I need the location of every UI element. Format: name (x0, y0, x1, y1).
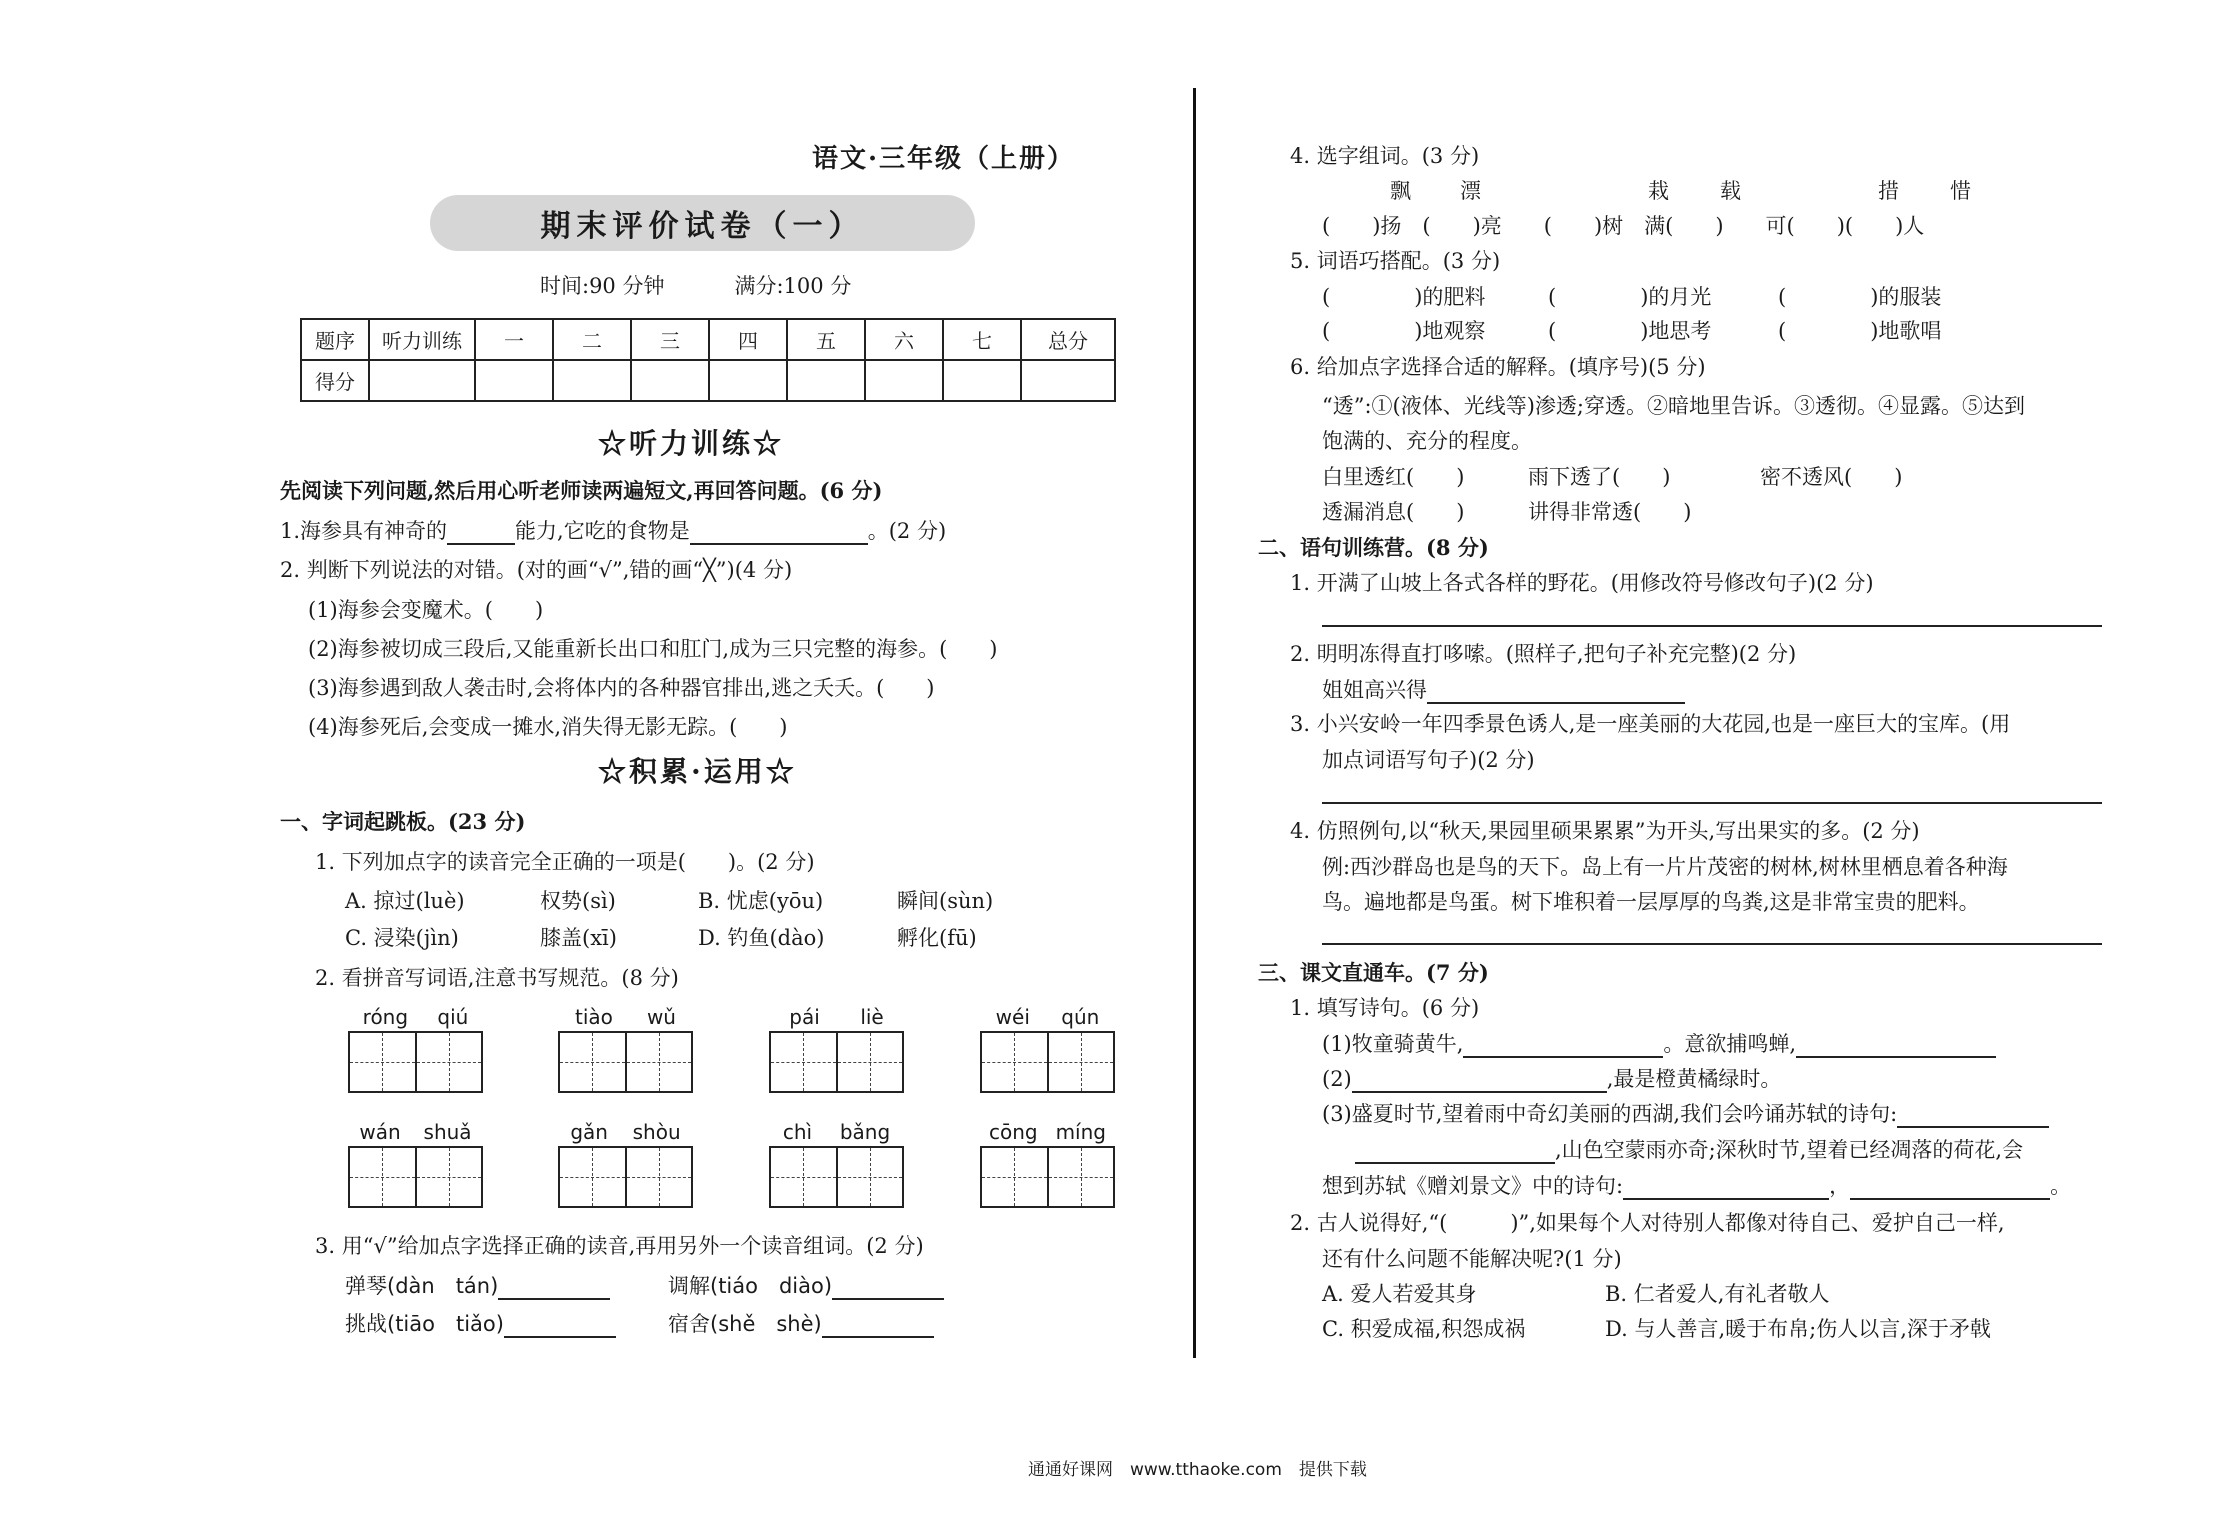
score-input[interactable] (369, 360, 475, 401)
q5-item[interactable]: ( )地观察 (1322, 319, 1486, 343)
text-q2-cont: 还有什么问题不能解决呢?(1 分) (1322, 1247, 1622, 1271)
sentence-q2-stem (1322, 674, 1685, 704)
score-cell: 五 (787, 319, 865, 360)
exam-time: 时间:90 分钟 (540, 274, 665, 298)
text-q1: 1. 填写诗句。(6 分) (1290, 996, 1480, 1020)
pinyin-syllable: tiào (575, 1005, 613, 1029)
pinyin-grid (348, 1005, 483, 1093)
choice-d[interactable]: D. 与人善言,暖于布帛;伤人以言,深于矛戟 (1605, 1317, 1991, 1341)
poem-line-1 (1322, 1028, 1996, 1058)
accum-q1: 1. 下列加点字的读音完全正确的一项是( )。(2 分) (315, 850, 815, 874)
answer-blank[interactable] (1850, 1176, 2050, 1200)
reading-choice: 弹琴(dàn tán) (345, 1274, 499, 1298)
reading-item (345, 1308, 616, 1338)
writing-cell[interactable] (982, 1148, 1049, 1206)
q6-definition: “透”:①(液体、光线等)渗透;穿透。②暗地里告诉。③透彻。④显露。⑤达到 (1322, 394, 2026, 418)
reading-choice: 调解(tiáo diào) (668, 1274, 833, 1298)
listening-s3: (3)海参遇到敌人袭击时,会将体内的各种器官排出,逃之夭夭。( ) (308, 676, 935, 700)
footer-source: 通通好课网 www.tthaoke.com 提供下载 (1028, 1460, 1367, 1480)
q5-item[interactable]: ( )的肥料 (1322, 285, 1486, 309)
pinyin-grid (980, 1005, 1115, 1093)
page-divider (1193, 88, 1196, 1358)
sentence-q1: 1. 开满了山坡上各式各样的野花。(用修改符号修改句子)(2 分) (1290, 571, 1874, 595)
writing-cell[interactable] (838, 1148, 903, 1206)
q6-definition-cont: 饱满的、充分的程度。 (1322, 429, 1532, 453)
answer-blank[interactable] (1897, 1104, 2049, 1128)
pinyin-syllable: qún (1061, 1005, 1100, 1029)
writing-cell[interactable] (982, 1033, 1049, 1091)
reading-item (668, 1270, 944, 1300)
score-input[interactable] (943, 360, 1021, 401)
score-table-header-row (301, 319, 1115, 360)
right-q4: 4. 选字组词。(3 分) (1290, 144, 1480, 168)
stem-text: 姐姐高兴得 (1322, 678, 1427, 702)
pinyin-grid (558, 1120, 693, 1208)
answer-line[interactable] (1322, 943, 2102, 945)
reading-item (668, 1308, 934, 1338)
text-q2: 2. 古人说得好,“( )”,如果每个人对待别人都像对待自己、爱护自己一样, (1290, 1211, 2005, 1235)
q5-item[interactable]: ( )的月光 (1548, 285, 1712, 309)
accum-heading: ☆积累·运用☆ (598, 755, 797, 788)
listening-heading: ☆听力训练☆ (598, 427, 785, 460)
writing-cell[interactable] (560, 1148, 627, 1206)
right-q5: 5. 词语巧搭配。(3 分) (1290, 249, 1501, 273)
poem-text: ,山色空蒙雨亦奇;深秋时节,望着已经凋落的荷花,会 (1555, 1138, 2024, 1162)
example-line-1: 例:西沙群岛也是鸟的天下。岛上有一片片茂密的树林,树林里栖息着各种海 (1322, 855, 2008, 879)
score-input[interactable] (787, 360, 865, 401)
q6-word[interactable]: 密不透风( ) (1760, 465, 1903, 489)
pinyin-grid (980, 1120, 1115, 1208)
writing-cell[interactable] (627, 1148, 692, 1206)
exam-title: 期末评价试卷（一） (430, 195, 975, 251)
score-input[interactable] (865, 360, 943, 401)
poem-text: (2) (1322, 1067, 1352, 1091)
score-input[interactable] (475, 360, 553, 401)
section-3-title: 三、课文直通车。(7 分) (1258, 960, 1489, 985)
option-c1: C. 浸染(jìn) (345, 926, 459, 950)
poem-text: 想到苏轼《赠刘景文》中的诗句: (1322, 1174, 1624, 1198)
writing-cell[interactable] (350, 1033, 417, 1091)
score-cell: 一 (475, 319, 553, 360)
choice-c[interactable]: C. 积爱成福,积怨成祸 (1322, 1317, 1526, 1341)
listening-q1 (280, 515, 946, 545)
pinyin-syllable: cōng (988, 1120, 1038, 1144)
answer-blank[interactable] (1352, 1069, 1607, 1093)
score-input[interactable] (1021, 360, 1115, 401)
score-row-label: 得分 (301, 360, 369, 401)
q4-char: 惜 (1950, 179, 1971, 203)
pinyin-grid (769, 1005, 904, 1093)
time-info (540, 270, 921, 300)
writing-cell[interactable] (1049, 1148, 1114, 1206)
pinyin-syllable: wéi (995, 1005, 1030, 1029)
q6-word[interactable]: 讲得非常透( ) (1528, 500, 1692, 524)
pinyin-syllable: wán (359, 1120, 401, 1144)
example-line-2: 鸟。遍地都是鸟蛋。树下堆积着一层厚厚的鸟粪,这是非常宝贵的肥料。 (1322, 890, 1980, 914)
q1-text-c: 。(2 分) (867, 519, 947, 543)
option-d1: D. 钓鱼(dào) (698, 926, 825, 950)
option-d2: 孵化(fū) (897, 926, 977, 950)
accum-q3: 3. 用“√”给加点字选择正确的读音,再用另外一个读音组词。(2 分) (315, 1234, 924, 1258)
answer-line[interactable] (1322, 625, 2102, 627)
sentence-q2: 2. 明明冻得直打哆嗦。(照样子,把句子补充完整)(2 分) (1290, 642, 1797, 666)
score-table (300, 318, 1116, 402)
pinyin-grid (348, 1120, 483, 1208)
answer-blank[interactable] (498, 1276, 610, 1300)
pinyin-syllable: pái (789, 1005, 820, 1029)
score-input[interactable] (709, 360, 787, 401)
answer-blank[interactable] (690, 521, 868, 545)
option-a2: 权势(sì) (540, 889, 616, 913)
poem-text: ,最是橙黄橘绿时。 (1606, 1067, 1782, 1091)
answer-blank[interactable] (832, 1276, 944, 1300)
reading-item (345, 1270, 610, 1300)
q4-answer-line[interactable]: ( )扬 ( )亮 ( )树 满( ) 可( )( )人 (1322, 214, 1925, 238)
option-b1: B. 忧虑(yōu) (698, 889, 824, 913)
score-table-score-row (301, 360, 1115, 401)
section-2-title: 二、语句训练营。(8 分) (1258, 535, 1489, 560)
pinyin-syllable: shuǎ (423, 1120, 472, 1144)
q1-text-a: 1.海参具有神奇的 (280, 519, 448, 543)
accum-q2: 2. 看拼音写词语,注意书写规范。(8 分) (315, 966, 679, 990)
writing-cell[interactable] (838, 1033, 903, 1091)
listening-s1: (1)海参会变魔术。( ) (308, 598, 544, 622)
score-cell: 题序 (301, 319, 369, 360)
score-cell: 听力训练 (369, 319, 475, 360)
sentence-q3-cont: 加点词语写句子)(2 分) (1322, 748, 1535, 772)
score-cell: 二 (553, 319, 631, 360)
q5-item[interactable]: ( )地思考 (1548, 319, 1712, 343)
q5-item[interactable]: ( )的服装 (1778, 285, 1942, 309)
pinyin-syllable: shòu (632, 1120, 681, 1144)
pinyin-syllable: róng (362, 1005, 409, 1029)
writing-cell[interactable] (417, 1033, 482, 1091)
score-input[interactable] (631, 360, 709, 401)
option-b2: 瞬间(sùn) (897, 889, 994, 913)
q4-char: 载 (1720, 179, 1741, 203)
writing-cell[interactable] (350, 1148, 417, 1206)
pinyin-syllable: chì (782, 1120, 813, 1144)
reading-choice: 宿舍(shě shè) (668, 1312, 822, 1336)
q6-word[interactable]: 透漏消息( ) (1322, 500, 1465, 524)
q4-char: 措 (1878, 179, 1899, 203)
poem-line-3 (1322, 1098, 2049, 1128)
subject-grade: 语文·三年级（上册） (812, 144, 1076, 174)
q4-char: 栽 (1648, 179, 1669, 203)
answer-blank[interactable] (1623, 1176, 1829, 1200)
option-a1: A. 掠过(luè) (345, 889, 465, 913)
listening-q2: 2. 判断下列说法的对错。(对的画“√”,错的画“╳”)(4 分) (280, 558, 793, 582)
section-1-title: 一、字词起跳板。(23 分) (280, 809, 526, 834)
pinyin-syllable: liè (860, 1005, 884, 1029)
listening-intro: 先阅读下列问题,然后用心听老师读两遍短文,再回答问题。(6 分) (280, 478, 883, 503)
answer-blank[interactable] (1427, 680, 1685, 704)
writing-cell[interactable] (417, 1148, 482, 1206)
exam-full-score: 满分:100 分 (734, 274, 852, 298)
q6-word[interactable]: 雨下透了( ) (1528, 465, 1671, 489)
score-cell: 四 (709, 319, 787, 360)
writing-cell[interactable] (1049, 1033, 1114, 1091)
pinyin-syllable: qiú (437, 1005, 469, 1029)
score-cell: 七 (943, 319, 1021, 360)
pinyin-syllable: míng (1055, 1120, 1106, 1144)
sentence-q4: 4. 仿照例句,以“秋天,果园里硕果累累”为开头,写出果实的多。(2 分) (1290, 819, 1920, 843)
poem-line-3c: 想到苏轼《赠刘景文》中的诗句: ， 。 (1322, 1174, 2072, 1198)
poem-line-2 (1322, 1063, 1781, 1093)
poem-text: (1)牧童骑黄牛, (1322, 1032, 1464, 1056)
listening-s2: (2)海参被切成三段后,又能重新长出口和肛门,成为三只完整的海参。( ) (308, 637, 998, 661)
listening-s4: (4)海参死后,会变成一摊水,消失得无影无踪。( ) (308, 715, 788, 739)
writing-cell[interactable] (771, 1033, 838, 1091)
pinyin-syllable: gǎn (570, 1120, 608, 1144)
writing-cell[interactable] (560, 1033, 627, 1091)
score-cell: 六 (865, 319, 943, 360)
right-q6: 6. 给加点字选择合适的解释。(填序号)(5 分) (1290, 355, 1706, 379)
pinyin-grid (558, 1005, 693, 1093)
sentence-q3: 3. 小兴安岭一年四季景色诱人,是一座美丽的大花园,也是一座巨大的宝库。(用 (1290, 712, 2011, 736)
pinyin-syllable: wǔ (646, 1005, 676, 1029)
answer-blank[interactable] (822, 1314, 934, 1338)
pinyin-grid (769, 1120, 904, 1208)
choice-a[interactable]: A. 爱人若爱其身 (1322, 1282, 1477, 1306)
q4-char: 漂 (1460, 179, 1481, 203)
answer-blank[interactable] (447, 521, 515, 545)
q4-char: 飘 (1390, 179, 1411, 203)
q6-word[interactable]: 白里透红( ) (1322, 465, 1465, 489)
reading-choice: 挑战(tiāo tiǎo) (345, 1312, 504, 1336)
poem-text: 。意欲捕鸣蝉, (1663, 1032, 1797, 1056)
score-cell: 总分 (1021, 319, 1115, 360)
answer-blank[interactable] (1796, 1034, 1996, 1058)
answer-blank[interactable] (1355, 1140, 1555, 1164)
option-c2: 膝盖(xī) (540, 926, 617, 950)
q1-text-b: 能力,它吃的食物是 (515, 519, 690, 543)
answer-blank[interactable] (504, 1314, 616, 1338)
score-input[interactable] (553, 360, 631, 401)
pinyin-syllable: bǎng (839, 1120, 891, 1144)
writing-cell[interactable] (627, 1033, 692, 1091)
score-cell: 三 (631, 319, 709, 360)
poem-text: (3)盛夏时节,望着雨中奇幻美丽的西湖,我们会吟诵苏轼的诗句: (1322, 1102, 1898, 1126)
choice-b[interactable]: B. 仁者爱人,有礼者敬人 (1605, 1282, 1830, 1306)
writing-cell[interactable] (771, 1148, 838, 1206)
q5-item[interactable]: ( )地歌唱 (1778, 319, 1942, 343)
poem-line-3b (1355, 1134, 2023, 1164)
answer-line[interactable] (1322, 802, 2102, 804)
answer-blank[interactable] (1463, 1034, 1663, 1058)
